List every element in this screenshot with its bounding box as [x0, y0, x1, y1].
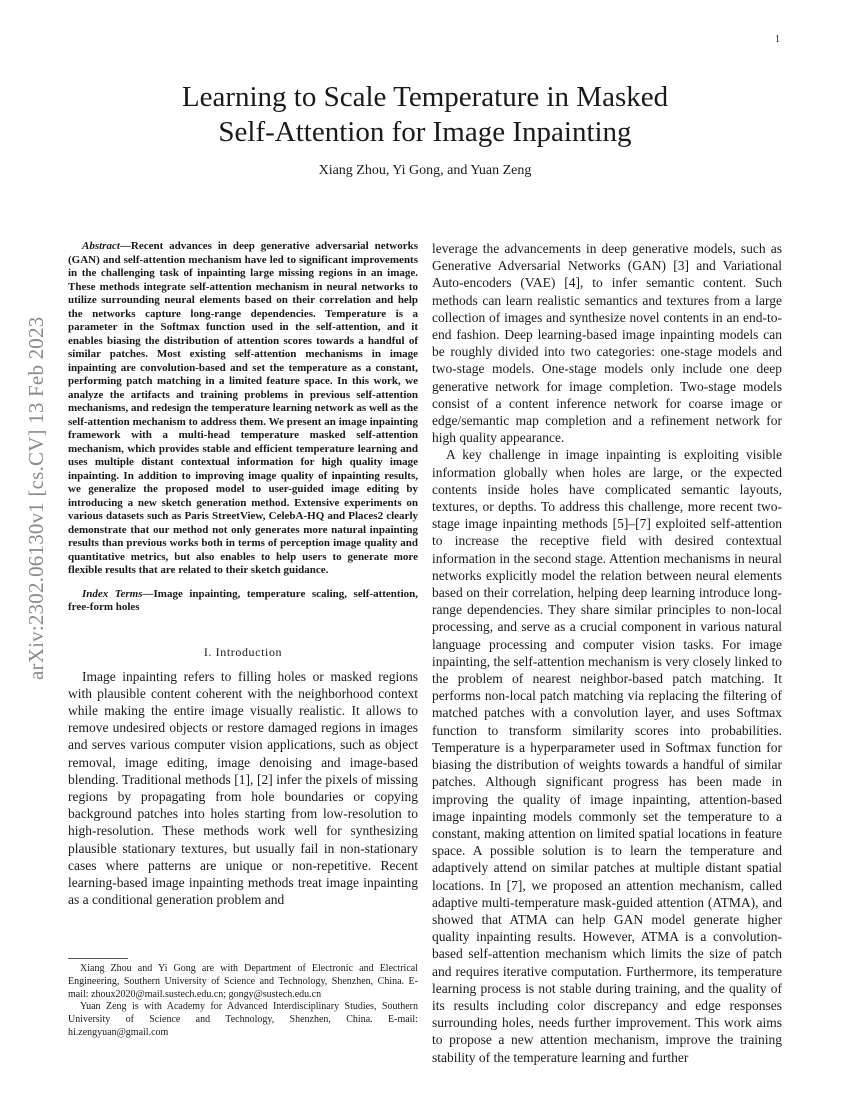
- section-heading-introduction: I. Introduction: [203, 644, 283, 659]
- intro-paragraph: Image inpainting refers to filling holes or masked regions with plausible content coherent with the neighborhood context while making the entire image visually realistic. It allows to remove undesired objects or restore damaged regions in images and serves various computer vision applications, such as object removal, image editing, image denoising and image-based blending. Traditional methods [1], [2] infer the pixels of missing regions by propagating from hole boundaries or copying background patches into holes starting from low-resolution to high-resolution. These methods work well for synthesizing plausible stationary textures, but usually fail in non-stationary cases where patterns are unique or non-repetitive. Recent learning-based image inpainting methods treat image inpainting as a conditional generation problem and: [68, 668, 418, 908]
- footnotes: [68, 963, 418, 1040]
- arxiv-identifier: arXiv:2302.06130v1 [cs.CV] 13 Feb 2023: [24, 316, 48, 680]
- abstract: [68, 240, 418, 578]
- title-line: Learning to Scale Temperature in Masked: [181, 81, 669, 113]
- abstract-lead: Abstract: [82, 240, 120, 252]
- page-number: 1: [775, 34, 780, 45]
- footnote-affiliation: Xiang Zhou and Yi Gong are with Department of Electronic and Electrical Engineering, Southern University of Science and Technology, Shenzhen, China. E-mail: zhoux2020@mail.sustech.edu.cn; gongy@sustech.edu.cn: [68, 963, 418, 1000]
- index-terms-lead: Index Terms: [82, 587, 143, 600]
- body-paragraph: A key challenge in image inpainting is exploiting visible information globally when holes are large, or the expected contents inside holes have complicated semantic layouts, textures, or depths. To address this challenge, more recent two-stage image inpainting methods [5]–[7] exploited self-attention to increase the receptive field with desired contextual information in the second stage. Attention mechanisms in neural networks explicitly model the relation between neural elements based on their correlation, helping deep learning introduce long-range dependencies. They share similar principles to non-local processing, and serve as a crucial component in various natural language processing and computer vision tasks. For image inpainting, the self-attention mechanism is very closely linked to the problem of nearest neighbor-based patch matching. It performs non-local patch matching via replacing the filtering of matched patches with a convolution layer, and uses Softmax function to transform similarity scores into probabilities. Temperature is a hyperparameter used in Softmax function for biasing the distribution of weights towards a handful of similar patches. Although significant progress has been made in improving the quality of image inpainting, attention-based image inpainting models commonly set the temperature to a constant, making attention on limited spatial locations in feature space. A possible solution is to learn the temperature and adaptively attend on similar patches at multiple distant spatial locations. In [7], we proposed an attention mechanism, called adaptive multi-temperature mask-guided attention (ATMA), and showed that ATMA can help GAN model generate higher quality inpainting results. However, ATMA is a convolution-based self-attention mechanism which limits the size of patch and requires iterative computation. Furthermore, its temperature learning process is not stable during training, and the quality of its results including color discrepancy and edge responses surrounding holes, needs further improvement. This work aims to propose a new attention mechanism, improve the training stability of the temperature learning and further: [432, 447, 782, 1065]
- footnote-affiliation: Yuan Zeng is with Academy for Advanced Interdisciplinary Studies, Southern University of Science and Technology, Shenzhen, China. E-mail: hi.zengyuan@gmail.com: [68, 1001, 418, 1038]
- body-paragraph: leverage the advancements in deep generative models, such as Generative Adversarial Networks (GAN) [3] and Variational Auto-encoders (VAE) [4], to infer semantic content. Such methods can learn realistic semantics and textures from a large collection of images and synthesize novel contents in an end-to-end fashion. Deep learning-based image inpainting models can be roughly divided into two categories: one-stage models and two-stage models. One-stage models only include one deep generative network for image completion. Two-stage models consist of a content inference network for coarse image or edge/semantic map completion and a refinement network for high quality appearance.: [432, 241, 782, 446]
- title-line: Self-Attention for Image Inpainting: [218, 116, 632, 148]
- index-terms-text: —Image inpainting, temperature scaling, self-attention, free-form holes: [68, 587, 418, 613]
- footnote-rule: [68, 958, 128, 959]
- paper-title: [68, 80, 782, 150]
- right-column: [432, 240, 782, 1066]
- author-list: Xiang Zhou, Yi Gong, and Yuan Zeng: [318, 163, 532, 178]
- left-column: [68, 240, 418, 908]
- index-terms: [68, 588, 418, 615]
- abstract-text: —Recent advances in deep generative adversarial networks (GAN) and self-attention mechanism have led to significant improvements in the challenging task of inpainting large missing regions in an image. These methods integrate self-attention mechanism in neural networks to utilize surrounding neural elements based on their correlation and help the networks capture long-range dependencies. Temperature is a parameter in the Softmax function used in the self-attention, and it enables biasing the distribution of attention scores towards a handful of similar patches. Most existing self-attention mechanisms in image inpainting are convolution-based and set the temperature as a constant, performing patch matching in a limited feature space. In this work, we analyze the artifacts and training problems in previous self-attention mechanisms, and redesign the temperature learning network as well as the self-attention mechanism to address them. We present an image inpainting framework with a multi-head temperature masked self-attention mechanism, which provides stable and efficient temperature learning and uses multiple distant contextual information for high quality image inpainting. In addition to improving image quality of inpainting results, we generalize the proposed model to user-guided image editing by introducing a new sketch generation method. Extensive experiments on various datasets such as Paris StreetView, CelebA-HQ and Places2 clearly demonstrate that our method not only generates more natural inpainting results than previous works both in terms of perception image quality and quantitative metrics, but also enables to help users to generate more flexible results that are related to their sketch guidance.: [68, 240, 418, 576]
